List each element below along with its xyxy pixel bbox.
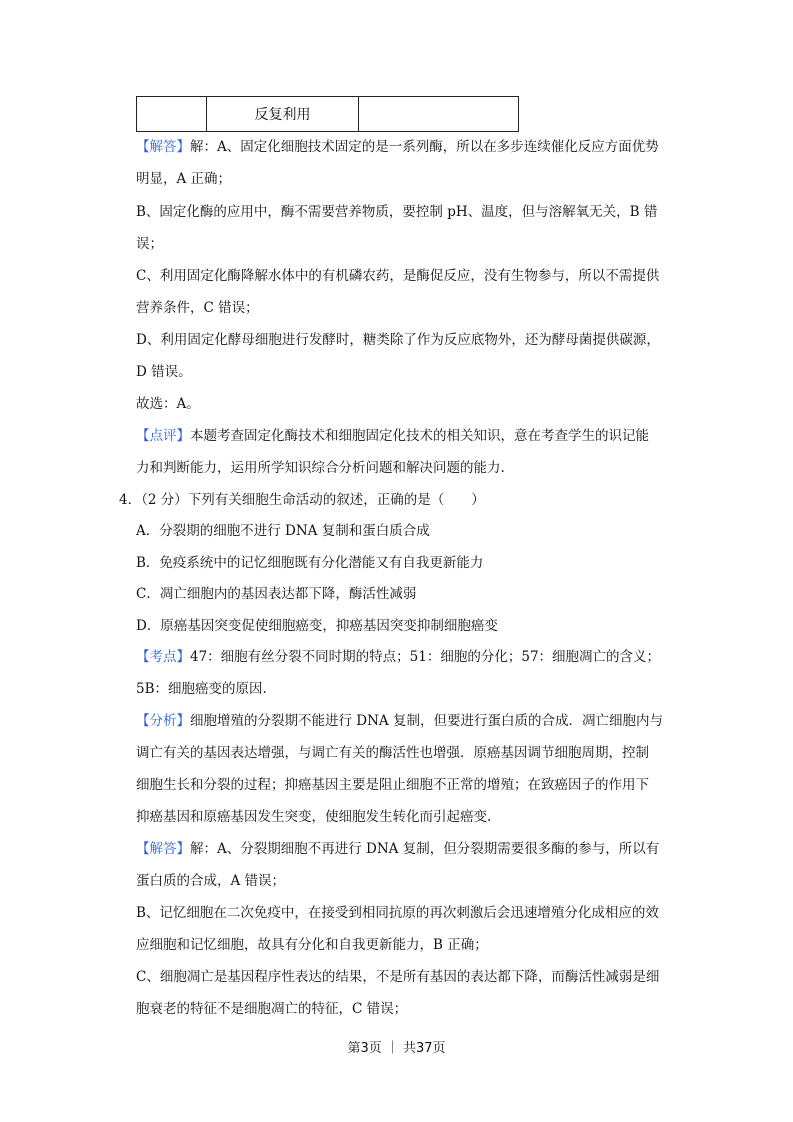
q3-answer-line: D、利用固定化酵母细胞进行发酵时，糖类除了作为反应底物外，还为酵母菌提供碳源， bbox=[136, 332, 660, 348]
q4-jieda-line: 蛋白质的合成，A 错误； bbox=[136, 873, 286, 889]
q3-answer-line: 故选：A。 bbox=[136, 396, 200, 412]
q3-answer-line: 营养条件，C 错误； bbox=[136, 300, 259, 316]
q4-stem: 4．（2 分）下列有关细胞生命活动的叙述，正确的是（ ） bbox=[119, 492, 485, 508]
q4-option-a: A．分裂期的细胞不进行 DNA 复制和蛋白质合成 bbox=[136, 523, 430, 539]
q4-jieda-line: 应细胞和记忆细胞，故具有分化和自我更新能力，B 正确； bbox=[136, 937, 488, 953]
q4-jieda-line: B、记忆细胞在二次免疫中，在接受到相同抗原的再次刺激后会迅速增殖分化成相应的效 bbox=[136, 905, 659, 921]
fenxi-tag: 【分析】 bbox=[136, 713, 190, 729]
q3-answer-line: 明显，A 正确； bbox=[136, 171, 232, 187]
q4-option-c: C．凋亡细胞内的基因表达都下降，酶活性减弱 bbox=[136, 586, 417, 602]
q3-answer-line: C、利用固定化酶降解水体中的有机磷农药，是酶促反应，没有生物参与，所以不需提供 bbox=[136, 268, 660, 284]
q4-option-b: B．免疫系统中的记忆细胞既有分化潜能又有自我更新能力 bbox=[136, 555, 484, 571]
table-cell bbox=[137, 97, 207, 132]
page-footer: 第3页 ｜ 共37页 bbox=[347, 1041, 446, 1056]
q4-fenxi-line: 抑癌基因和原癌基因发生突变，使细胞发生转化而引起癌变. bbox=[136, 809, 492, 825]
answer-tag: 【解答】 bbox=[136, 139, 190, 155]
q3-comment-line: 【点评】本题考查固定化酶技术和细胞固定化技术的相关知识，意在考查学生的识记能 bbox=[136, 428, 649, 444]
q4-kaodian-line: 【考点】47：细胞有丝分裂不同时期的特点；51：细胞的分化；57：细胞凋亡的含义； bbox=[136, 649, 661, 665]
q4-fenxi-line: 【分析】细胞增殖的分裂期不能进行 DNA 复制，但要进行蛋白质的合成．凋亡细胞内与 bbox=[136, 713, 663, 729]
table-cell: 反复利用 bbox=[207, 97, 359, 132]
q4-fenxi-line: 调亡有关的基因表达增强，与调亡有关的酶活性也增强．原癌基因调节细胞周期，控制 bbox=[136, 745, 649, 761]
q4-kaodian-line: 5B：细胞癌变的原因. bbox=[136, 681, 267, 697]
q3-answer-line: D 错误。 bbox=[136, 364, 192, 380]
q3-comment-line: 力和判断能力，运用所学知识综合分析问题和解决问题的能力. bbox=[136, 460, 505, 476]
table-cell bbox=[359, 97, 519, 132]
q4-jieda-line: 【解答】解：A、分裂期细胞不再进行 DNA 复制，但分裂期需要很多酶的参与，所以有 bbox=[136, 841, 660, 857]
jieda-tag: 【解答】 bbox=[136, 841, 190, 857]
q4-jieda-line: 胞衰老的特征不是细胞凋亡的特征，C 错误； bbox=[136, 1001, 408, 1017]
q3-answer-line: B、固定化酶的应用中，酶不需要营养物质，要控制 pH、温度，但与溶解氧无关，B 错 bbox=[136, 204, 658, 220]
comment-tag: 【点评】 bbox=[136, 428, 190, 444]
q4-option-d: D．原癌基因突变促使细胞癌变，抑癌基因突变抑制细胞癌变 bbox=[136, 618, 498, 634]
kaodian-tag: 【考点】 bbox=[136, 649, 190, 665]
q4-fenxi-line: 细胞生长和分裂的过程；抑癌基因主要是阻止细胞不正常的增殖；在致癌因子的作用下 bbox=[136, 777, 649, 793]
q3-answer-line: 误； bbox=[136, 236, 163, 252]
q3-answer-line: 【解答】解：A、固定化细胞技术固定的是一系列酶，所以在多步连续催化反应方面优势 bbox=[136, 139, 659, 155]
q4-jieda-line: C、细胞凋亡是基因程序性表达的结果，不是所有基因的表达都下降，而酶活性减弱是细 bbox=[136, 969, 660, 985]
table-fragment bbox=[136, 96, 519, 132]
